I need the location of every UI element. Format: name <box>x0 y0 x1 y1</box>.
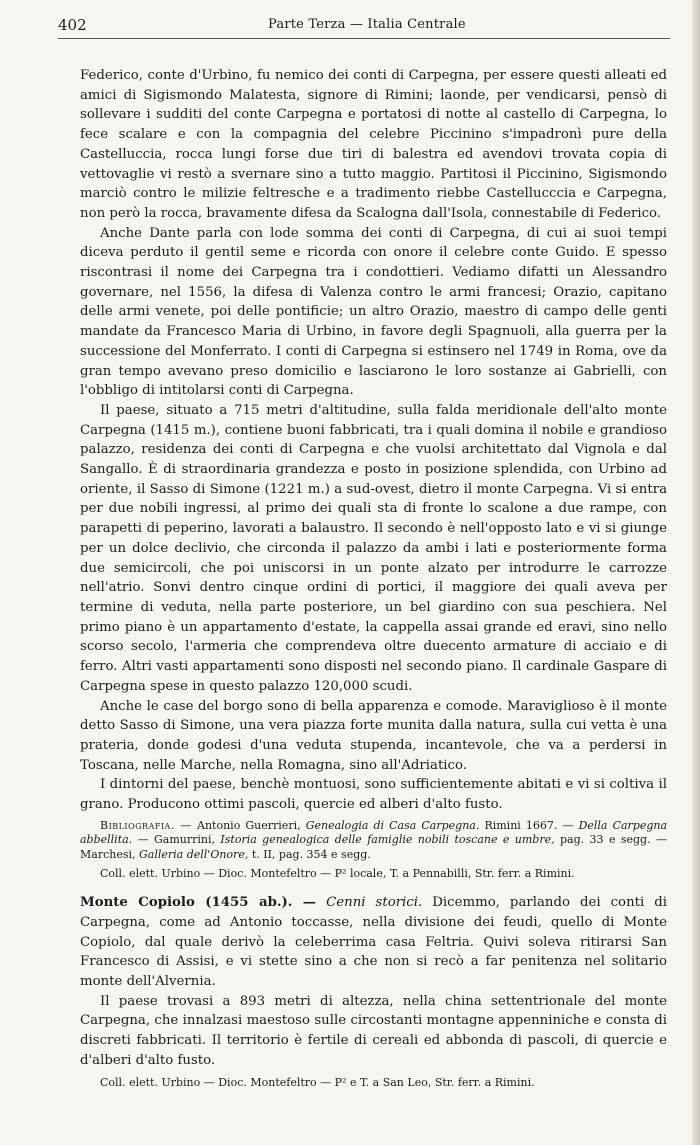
text-body <box>80 66 667 1090</box>
bibliography-text: Rimini 1667. — <box>484 818 574 832</box>
paragraph: Il paese trovasi a 893 metri di altezza, nella china settentrionale del monte Carpegna, che innalzasi maestoso sulle circostanti montagne appenniniche e consta di discreti fabbricati. Il territorio è fertile di cereali ed abbonda di pascoli, di quercie e d'alberi d'alto fusto. <box>80 993 667 1068</box>
bibliography-title: Galleria dell'Onore, <box>139 847 249 861</box>
collegio-note: Coll. elett. Urbino — Dioc. Montefeltro — P² e T. a San Leo, Str. ferr. a Rimini. <box>100 1075 535 1089</box>
header-rule <box>58 38 670 39</box>
bibliography-title: Genealogia di Casa Carpegna. <box>305 818 480 832</box>
paragraph: Federico, conte d'Urbino, fu nemico dei conti di Carpegna, per essere questi alleati ed amici di Sigismondo Malatesta, signore di Rimini; laonde, per vendicarsi, pensò di sollevare i sudditi del conte Carpegna e portatosi di notte al castello di Carpegna, lo fece scalare e con la compagnia del celebre Piccinino s'impadronì pure della Castelluccia, rocca lungi forse due tiri di balestra ed avendovi trovata copia di vettovaglie vi restò a svernare sino a tutto maggio. Partitosi il Piccinino, Sigismondo marciò contro le milizie feltresche e a tradimento riebbe Castellucccia e Carpegna, non però la rocca, bravamente difesa da Scalogna dall'Isola, connestabile di Federico. <box>80 68 667 221</box>
paragraph: Il paese, situato a 715 metri d'altitudine, sulla falda meridionale dell'alto monte Carpegna (1415 m.), contiene buoni fabbricati, tra i quali domina il nobile e grandioso palazzo, residenza dei conti di Carpegna e che vuolsi architettato dal Vignola e dal Sangallo. È di straordinaria grandezza e posto in posizione splendida, con Urbino ad oriente, il Sasso di Simone (1221 m.) a sud-ovest, dietro il monte Carpegna. Vi si entra per due nobili ingressi, al primo dei quali sta di fronte lo scalone a due rampe, con parapetti di peperino, lavorati a balaustro. Il secondo è nell'opposto lato e vi si giunge per un dolce declivio, che circonda il palazzo da ambi i lati e posteriormente forma due semicircoli, che poi uniscorsi in un ponte alzato per introdurre le carrozze nell'atrio. Sonvi dentro cinque ordini di portici, il maggiore dei quali aveva per termine di veduta, nella parte posteriore, un bel giardino con sua peschiera. Nel primo piano è un appartamento d'estate, la cappella assai grande ed eravi, sino nello scorso secolo, l'armeria che comprendeva oltre duecento armature di acciaio e di ferro. Altri vasti appartamenti sono disposti nel secondo piano. Il cardinale Gaspare di Carpegna spese in questo palazzo 120,000 scudi. <box>80 402 667 694</box>
bibliography-text: t. II, pag. 354 e segg. <box>251 847 371 861</box>
page-number: 402 <box>58 16 87 34</box>
bibliography-label: Bibliografia. — <box>100 818 192 832</box>
collegio-note: Coll. elett. Urbino — Dioc. Montefeltro — P² locale, T. a Pennabilli, Str. ferr. a Rimini. <box>100 867 575 881</box>
bibliography-text: Antonio Guerrieri, <box>197 818 301 832</box>
page-edge <box>692 0 700 1145</box>
entry-subheading: Cenni storici. <box>326 895 423 911</box>
bibliography-title: Della Carpegna abbellita. <box>80 818 668 847</box>
running-title: Parte Terza — Italia Centrale <box>268 17 466 32</box>
paragraph: I dintorni del paese, benchè montuosi, sono sufficientemente abitati e vi si coltiva il grano. Producono ottimi pascoli, quercie ed alberi d'alto fusto. <box>80 777 667 813</box>
bibliography-text: pag. 33 e segg. — Marchesi, <box>80 833 667 861</box>
entry-text: Dicemmo, parlando dei conti di Carpegna, come ad Antonio toccasse, nella divisione dei feudi, quello di Monte Copiolo, dal quale derivò la celeberrima casa Feltria. Quivi soleva ritirarsi San Francesco di Assisi, e vi stette sino a che non si recò a far penitenza nel solitario monte dell'Alvernia. <box>80 895 667 990</box>
paragraph: Anche Dante parla con lode somma dei conti di Carpegna, di cui ai suoi tempi diceva perduto il gentil seme e ricorda con onore il celebre conte Guido. E spesso riscontrasi il nome dei Carpegna tra i condottieri. Vediamo difatti un Alessandro governare, nel 1556, la difesa di Valenza contro le armi francesi; Orazio, capitano delle armi venete, poi delle pontificie; un altro Orazio, maestro di campo delle genti mandate da Francesco Maria di Urbino, in favore degli Spagnuoli, alla guerra per la successione del Monferrato. I conti di Carpegna si estinsero nel 1749 in Roma, ove da gran tempo avevano preso domicilio e lasciarono le loro sostanze ai Gabrielli, con l'obbligo di intitolarsi conti di Carpegna. <box>80 225 667 399</box>
page-header <box>58 16 670 36</box>
entry-heading: Monte Copiolo (1455 ab.). — <box>80 895 317 911</box>
entry-monte-copiolo <box>80 893 667 992</box>
bibliography-title: Istoria genealogica delle famiglie nobili toscane e umbre, <box>220 833 555 847</box>
paragraph: Anche le case del borgo sono di bella apparenza e comode. Maraviglioso è il monte detto Sasso di Simone, una vera piazza forte munita dalla natura, sulla cui vetta è una prateria, donde godesi d'una veduta stupenda, incantevole, che va a perdersi in Toscana, nelle Marche, nella Romagna, sino all'Adriatico. <box>80 698 667 773</box>
bibliography <box>80 819 667 863</box>
bibliography-text: — Gamurrini, <box>137 833 215 847</box>
